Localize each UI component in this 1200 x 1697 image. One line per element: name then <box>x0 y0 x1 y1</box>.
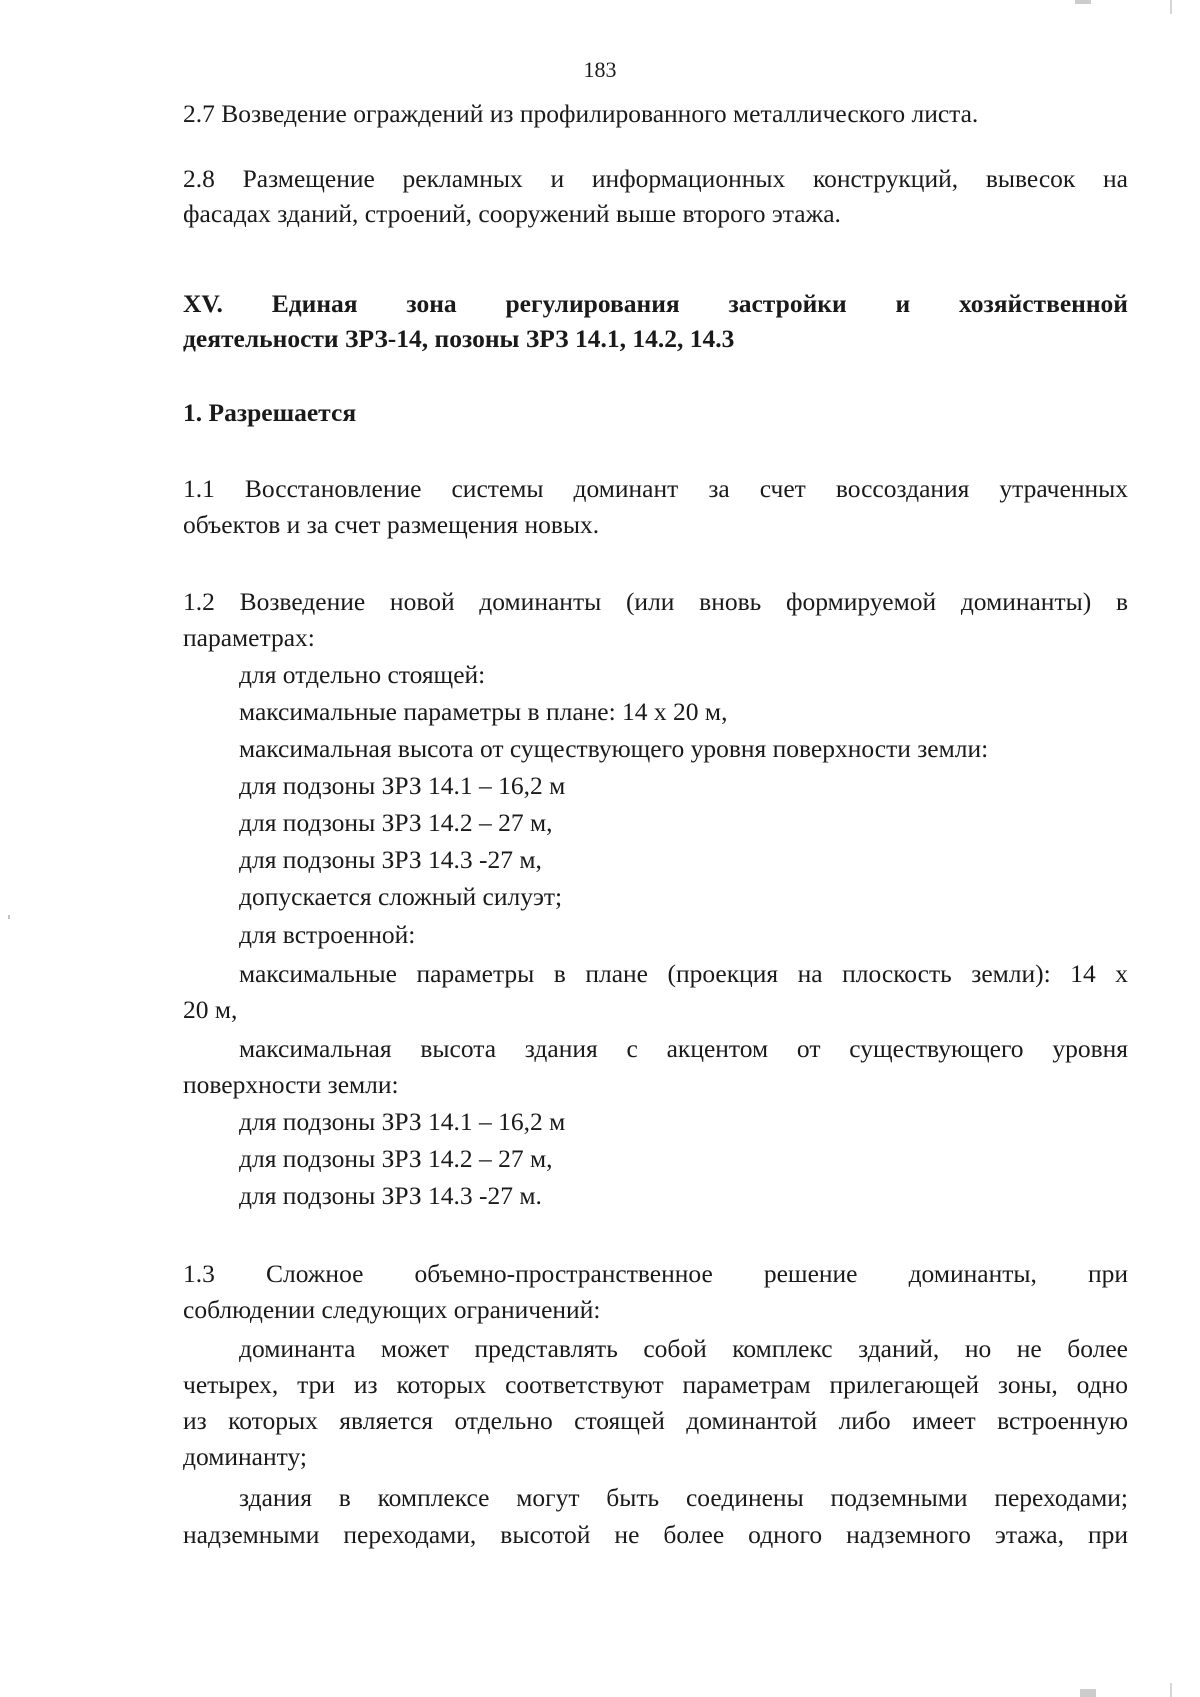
text-line-1-2-c: для отдельно стоящей: <box>239 660 486 689</box>
text-line-1-2-d: максимальные параметры в плане: 14 х 20 м, <box>239 697 728 726</box>
section-heading-line-1: XV. Единая зона регулирования застройки и хозяйственной <box>183 289 1128 318</box>
scan-artifact <box>8 915 10 919</box>
scan-artifact <box>1080 1689 1096 1697</box>
text-line-1-2-m: максимальная высота здания с акцентом от существующего уровня <box>239 1034 1128 1063</box>
text-line-1-3-a: 1.3 Сложное объемно-пространственное решение доминанты, при <box>183 1259 1128 1288</box>
scan-artifact <box>1170 1683 1172 1697</box>
text-line-1-2-b: параметрах: <box>183 623 315 652</box>
text-line-1-1-b: объектов и за счет размещения новых. <box>183 510 600 539</box>
text-line-1-2-q: для подзоны ЗРЗ 14.3 -27 м. <box>239 1181 542 1210</box>
text-line-1-2-e: максимальная высота от существующего уровня поверхности земли: <box>239 734 989 763</box>
text-line-1-2-h: для подзоны ЗРЗ 14.3 -27 м, <box>239 845 542 874</box>
scan-artifact <box>1075 0 1091 4</box>
page-number: 183 <box>583 57 617 82</box>
text-line-1-3-b: соблюдении следующих ограничений: <box>183 1295 601 1324</box>
text-line-1-3-g: здания в комплексе могут быть соединены подземными переходами; <box>239 1483 1128 1512</box>
text-line-1-2-n: поверхности земли: <box>183 1070 399 1099</box>
text-line-1-3-e: из которых является отдельно стоящей доминантой либо имеет встроенную <box>183 1406 1128 1435</box>
section-heading-line-2: деятельности ЗРЗ-14, позоны ЗРЗ 14.1, 14.2, 14.3 <box>183 324 735 353</box>
text-line-1-3-d: четырех, три из которых соответствуют параметрам прилегающей зоны, одно <box>183 1370 1128 1399</box>
text-line-1-2-f: для подзоны ЗРЗ 14.1 – 16,2 м <box>239 771 566 800</box>
text-line-2-7: 2.7 Возведение ограждений из профилированного металлического листа. <box>183 99 979 128</box>
text-line-1-3-f: доминанту; <box>183 1442 307 1471</box>
text-line-1-2-j: для встроенной: <box>239 920 416 949</box>
text-line-1-3-h: надземными переходами, высотой не более одного надземного этажа, при <box>183 1520 1128 1549</box>
text-line-1-1-a: 1.1 Восстановление системы доминант за счет воссоздания утраченных <box>183 474 1128 503</box>
text-line-1-3-c: доминанта может представлять собой комплекс зданий, но не более <box>239 1334 1128 1363</box>
text-line-2-8-b: фасадах зданий, строений, сооружений выше второго этажа. <box>183 199 841 228</box>
subsection-heading: 1. Разрешается <box>183 398 357 427</box>
scan-artifact <box>1170 0 1172 14</box>
text-line-1-2-i: допускается сложный силуэт; <box>239 882 563 911</box>
text-line-1-2-l: 20 м, <box>183 995 238 1024</box>
text-line-1-2-o: для подзоны ЗРЗ 14.1 – 16,2 м <box>239 1107 566 1136</box>
text-line-1-2-a: 1.2 Возведение новой доминанты (или вновь формируемой доминанты) в <box>183 587 1128 616</box>
text-line-1-2-p: для подзоны ЗРЗ 14.2 – 27 м, <box>239 1144 553 1173</box>
text-line-1-2-k: максимальные параметры в плане (проекция на плоскость земли): 14 х <box>239 959 1128 988</box>
text-line-1-2-g: для подзоны ЗРЗ 14.2 – 27 м, <box>239 808 553 837</box>
text-line-2-8-a: 2.8 Размещение рекламных и информационных конструкций, вывесок на <box>183 164 1128 193</box>
